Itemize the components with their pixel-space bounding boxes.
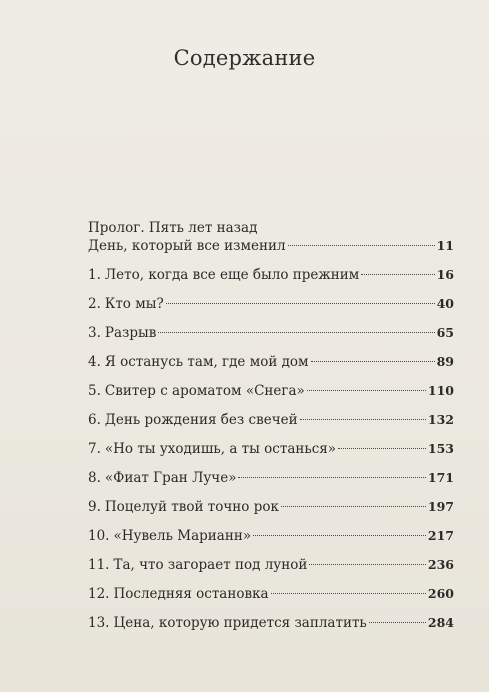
toc-entry-chapter-2 [88,295,454,313]
toc-entry-chapter-5 [88,382,454,400]
dot-leader [338,448,426,449]
chapter-number: 10. [88,528,110,544]
toc-entry-label: Последняя остановка [113,586,269,602]
dot-leader [307,390,426,391]
toc-page-number: 217 [427,528,454,543]
toc-entry-label: Разрыв [104,325,157,341]
toc-page-number: 197 [427,499,454,514]
toc-entry-chapter-11 [88,556,454,574]
page-title: Содержание [173,46,316,70]
dot-leader [311,361,435,362]
toc-page-number: 260 [427,586,454,601]
toc-entry-label: Цена, которую придется заплатить [113,615,367,631]
toc-entry-label: «Фиат Гран Луче» [104,470,237,486]
toc-entry-label: Кто мы? [104,296,164,312]
dot-leader [281,506,426,507]
toc-page-number: 171 [427,470,454,485]
toc-entry-label: День, который все изменил [88,238,286,254]
chapter-number: 13. [88,615,110,631]
dot-leader [300,419,426,420]
chapter-number: 3. [88,325,101,341]
chapter-number: 9. [88,499,101,515]
toc-entry-chapter-4 [88,353,454,371]
toc-entry-label: Поцелуй твой точно рок [104,499,279,515]
chapter-number: 7. [88,441,101,457]
toc-entry-chapter-13 [88,614,454,632]
toc-page-number: 65 [436,325,454,340]
chapter-number: 6. [88,412,101,428]
prologue-heading: Пролог. Пять лет назад [88,220,258,236]
dot-leader [238,477,425,478]
toc-page-number: 89 [436,354,454,369]
chapter-number: 2. [88,296,101,312]
toc-entry-chapter-8 [88,469,454,487]
dot-leader [166,303,435,304]
chapter-number: 11. [88,557,110,573]
toc-page-number: 16 [436,267,454,282]
toc-entry-label: День рождения без свечей [104,412,298,428]
chapter-number: 12. [88,586,110,602]
toc-page-number: 110 [427,383,454,398]
dot-leader [271,593,426,594]
toc-page-number: 236 [427,557,454,572]
toc-entry-label: «Но ты уходишь, а ты останься» [104,441,337,457]
toc-entry-label: Лето, когда все еще было прежним [104,267,360,283]
toc-prologue [88,219,454,255]
toc-entry-chapter-1 [88,266,454,284]
toc-entry-label: Свитер с ароматом «Снега» [104,383,305,399]
chapter-number: 5. [88,383,101,399]
dot-leader [158,332,434,333]
toc-page-number: 40 [436,296,454,311]
dot-leader [369,622,426,623]
toc-entry-chapter-10 [88,527,454,545]
chapter-number: 1. [88,267,101,283]
toc-entry-label: «Нувель Марианн» [113,528,252,544]
toc-entry-chapter-3 [88,324,454,342]
toc-page-number: 153 [427,441,454,456]
toc-entry-chapter-9 [88,498,454,516]
toc-entry-chapter-6 [88,411,454,429]
toc-entry-chapter-12 [88,585,454,603]
table-of-contents [88,219,454,643]
dot-leader [288,245,435,246]
toc-page-number: 284 [427,615,454,630]
toc-entry-label: Я останусь там, где мой дом [104,354,309,370]
chapter-number: 8. [88,470,101,486]
toc-entry-chapter-7 [88,440,454,458]
toc-page-number: 132 [427,412,454,427]
toc-chapter-list [88,266,454,632]
toc-entry-label: Та, что загорает под луной [113,557,308,573]
toc-page-number: 11 [436,238,454,253]
dot-leader [309,564,426,565]
dot-leader [253,535,426,536]
chapter-number: 4. [88,354,101,370]
dot-leader [361,274,434,275]
toc-entry-prologue [88,237,454,255]
